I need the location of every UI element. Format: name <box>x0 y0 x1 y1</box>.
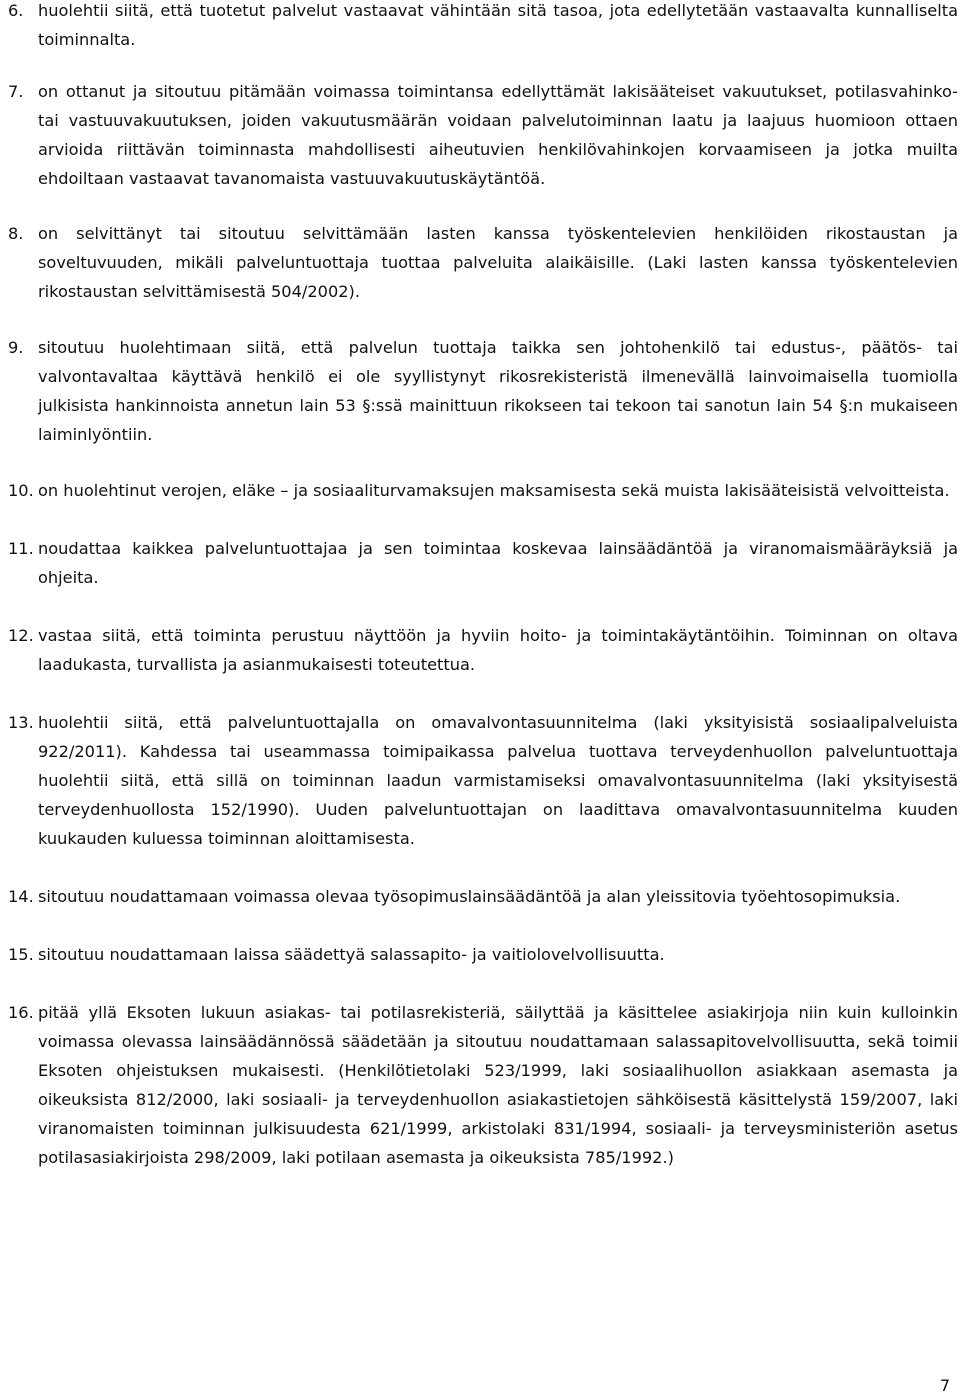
list-item <box>8 621 958 679</box>
item-text: huolehtii siitä, että palveluntuottajalla on omavalvontasuunnitelma (laki yksityisistä sosiaalipalveluista 922/2011). Kahdessa tai useammassa toimipaikassa palvelua tuottava terveydenhuollon palveluntuottaja huolehtii siitä, että sillä on toiminnan laadun varmistamiseksi omavalvontasuunnitelma (laki yksityisestä terveydenhuollosta 152/1990). Uuden palveluntuottajan on laadittava omavalvontasuunnitelma kuuden kuukauden kuluessa toiminnan aloittamisesta. <box>38 713 958 848</box>
item-number: 11. <box>8 539 34 558</box>
item-text: sitoutuu huolehtimaan siitä, että palvelun tuottaja taikka sen johtohenkilö tai edustus-, päätös- tai valvontavaltaa käyttävä henkilö ei ole syyllistynyt rikosrekisteristä ilmenevällä lainvoimaisella tuomiolla julkisista hankinnoista annetun lain 53 §:ssä mainittuun rikokseen tai tekoon tai sanotun lain 54 §:n mukaiseen laiminlyöntiin. <box>38 338 958 444</box>
item-number: 12. <box>8 626 34 645</box>
item-number: 13. <box>8 713 34 732</box>
item-number: 9. <box>8 338 24 357</box>
page-number: 7 <box>939 1376 950 1395</box>
item-text: noudattaa kaikkea palveluntuottajaa ja sen toimintaa koskevaa lainsäädäntöä ja viranomaismääräyksiä ja ohjeita. <box>38 539 958 587</box>
list-item <box>8 219 958 306</box>
item-number: 8. <box>8 224 24 243</box>
list-item <box>8 708 958 853</box>
item-text: huolehtii siitä, että tuotetut palvelut vastaavat vähintään sitä tasoa, jota edellytetään vastaavalta kunnalliselta toiminnalta. <box>38 1 958 49</box>
item-text: vastaa siitä, että toiminta perustuu näyttöön ja hyviin hoito- ja toimintakäytäntöihin. Toiminnan on oltava laadukasta, turvallista ja asianmukaisesti toteutettua. <box>38 626 958 674</box>
item-text: on selvittänyt tai sitoutuu selvittämään lasten kanssa työskentelevien henkilöiden rikostaustan ja soveltuvuuden, mikäli palveluntuottaja tuottaa palveluita alaikäisille. (Laki lasten kanssa työskentelevien rikostaustan selvittämisestä 504/2002). <box>38 224 958 301</box>
list-item <box>8 333 958 449</box>
item-text: on huolehtinut verojen, eläke – ja sosiaaliturvamaksujen maksamisesta sekä muista lakisääteisistä velvoitteista. <box>38 481 950 500</box>
list-item <box>8 940 958 969</box>
item-number: 7. <box>8 82 24 101</box>
item-text: pitää yllä Eksoten lukuun asiakas- tai potilasrekisteriä, säilyttää ja käsittelee asiakirjoja niin kuin kulloinkin voimassa olevassa lainsäädännössä säädetään ja sitoutuu noudattamaan salassapitovelvollisuutta, sekä toimii Eksoten ohjeistuksen mukaisesti. (Henkilötietolaki 523/1999, laki sosiaalihuollon asiakkaan asemasta ja oikeuksista 812/2000, laki sosiaali- ja terveydenhuollon asiakastietojen sähköisestä käsittelystä 159/2007, laki viranomaisten toiminnan julkisuudesta 621/1999, arkistolaki 831/1994, sosiaali- ja terveysministeriön asetus potilasasiakirjoista 298/2009, laki potilaan asemasta ja oikeuksista 785/1992.) <box>38 1003 958 1167</box>
list-item <box>8 77 958 193</box>
item-number: 14. <box>8 887 34 906</box>
item-number: 16. <box>8 1003 34 1022</box>
item-text: on ottanut ja sitoutuu pitämään voimassa toimintansa edellyttämät lakisääteiset vakuutukset, potilasvahinko- tai vastuuvakuutuksen, joiden vakuutusmäärän voidaan palvelutoiminnan laatu ja laajuus huomioon ottaen arvioida riittävän toiminnasta mahdollisesti aiheutuvien henkilövahinkojen korvaamiseen ja jotka muilta ehdoiltaan vastaavat tavanomaista vastuuvakuutuskäytäntöä. <box>38 82 958 188</box>
item-number: 15. <box>8 945 34 964</box>
item-number: 10. <box>8 481 34 500</box>
list-item <box>8 998 958 1172</box>
item-number: 6. <box>8 1 24 20</box>
list-item <box>8 476 958 505</box>
item-text: sitoutuu noudattamaan voimassa olevaa työsopimuslainsäädäntöä ja alan yleissitovia työehtosopimuksia. <box>38 887 901 906</box>
numbered-list <box>8 0 958 1172</box>
list-item <box>8 882 958 911</box>
list-item <box>8 0 958 54</box>
list-item <box>8 534 958 592</box>
item-text: sitoutuu noudattamaan laissa säädettyä salassapito- ja vaitiolovelvollisuutta. <box>38 945 665 964</box>
